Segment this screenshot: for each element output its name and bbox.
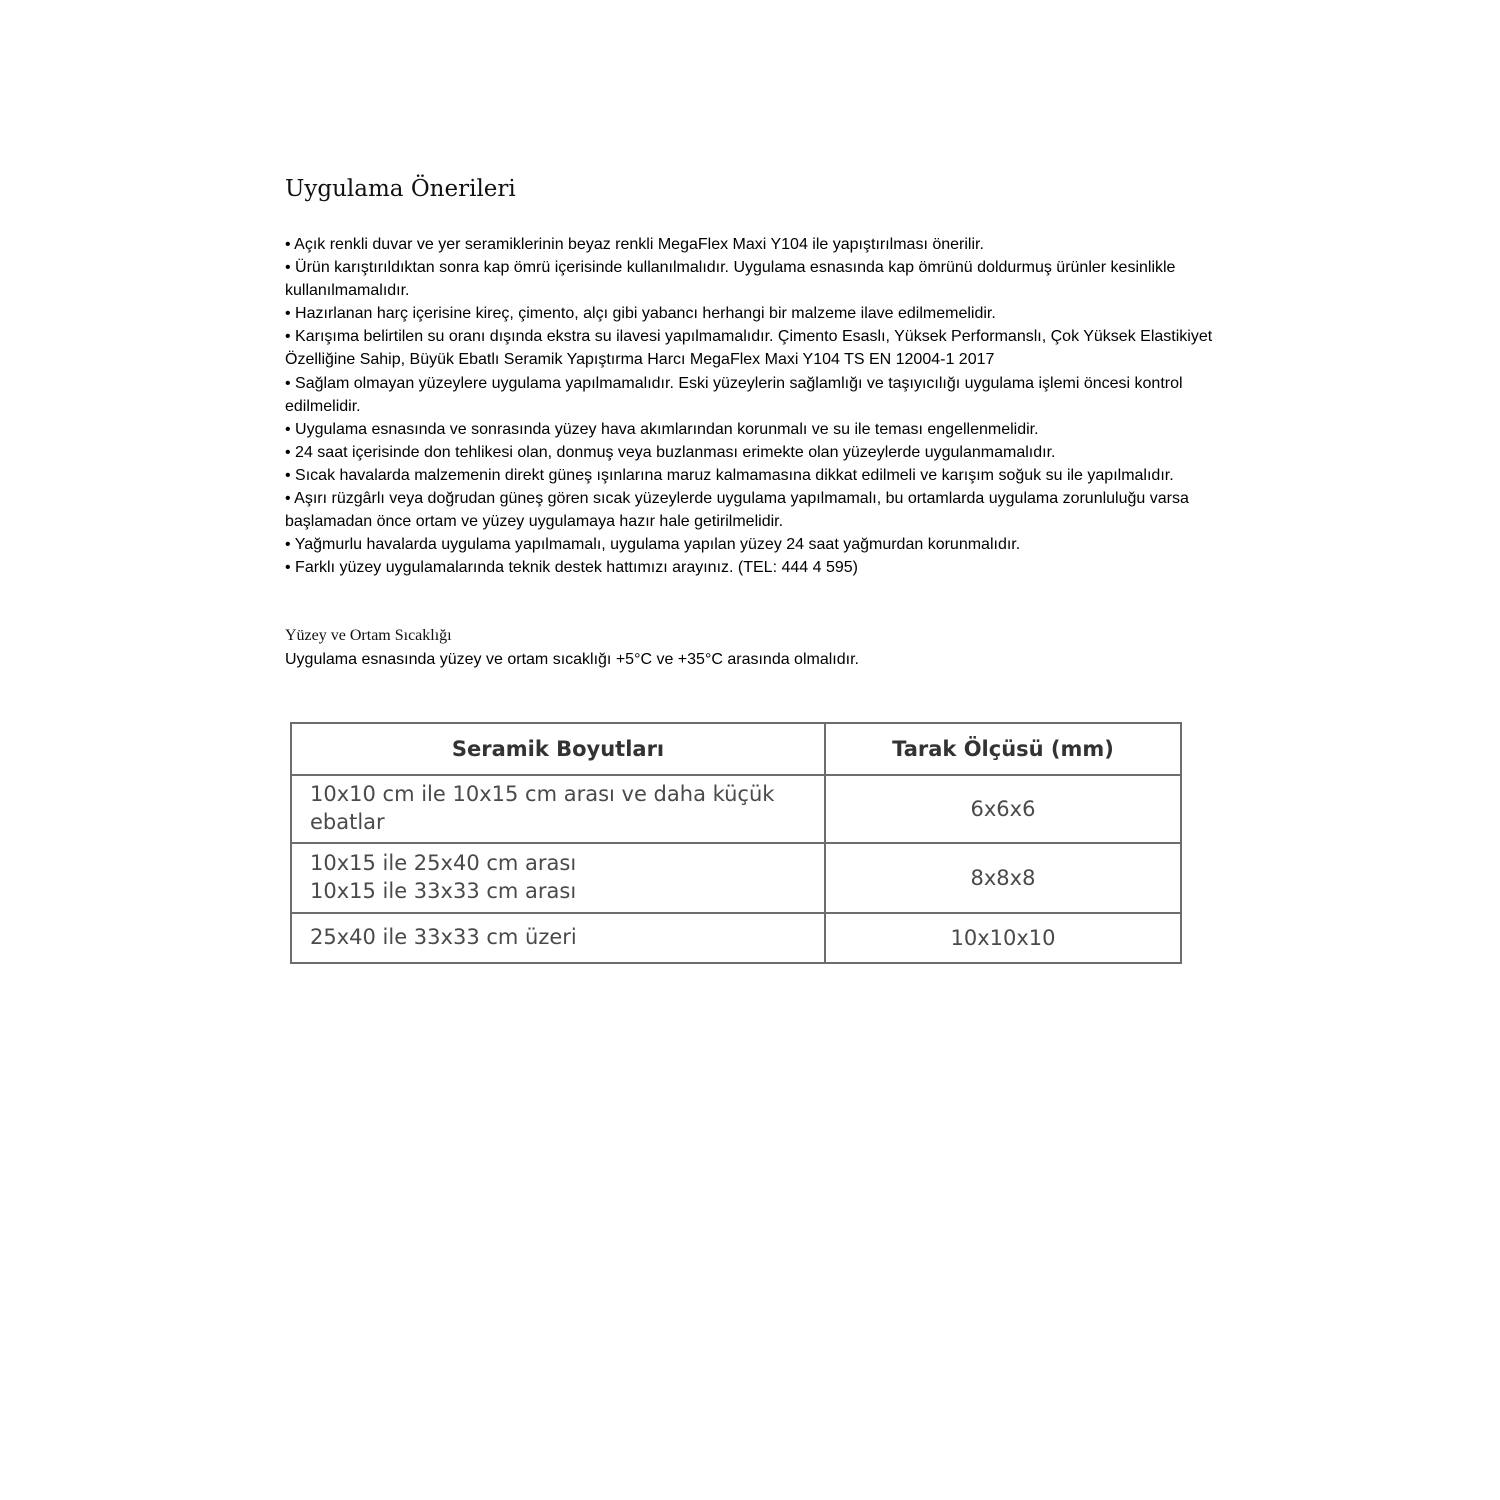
table-header-row <box>291 723 1181 775</box>
recommendation-item: • Yağmurlu havalarda uygulama yapılmamalı, uygulama yapılan yüzey 24 saat yağmurdan korunmalıdır. <box>285 536 1021 554</box>
table-row <box>291 775 1181 843</box>
trowel-size-cell: 10x10x10 <box>825 913 1181 963</box>
tile-size-line: 25x40 ile 33x33 cm üzeri <box>310 925 577 949</box>
recommendation-item: • Açık renkli duvar ve yer seramiklerinin beyaz renkli MegaFlex Maxi Y104 ile yapıştırılması önerilir. <box>285 236 984 253</box>
header-tile-size: Seramik Boyutları <box>291 723 825 775</box>
trowel-size-cell: 8x8x8 <box>825 843 1181 913</box>
tile-size-cell <box>291 913 825 963</box>
temperature-heading: Yüzey ve Ortam Sıcaklığı <box>285 627 452 644</box>
tile-size-line: ebatlar <box>310 810 385 834</box>
recommendation-list <box>285 233 1215 579</box>
recommendation-item: • Aşırı rüzgârlı veya doğrudan güneş gören sıcak yüzeylerde uygulama yapılmamalı, bu ortamlarda uygulama zorunluluğu varsa başlamadan önce ortam ve yüzey uygulamaya hazır hale getirilmelidir. <box>285 490 1189 531</box>
trowel-size-table <box>290 722 1182 964</box>
table-row <box>291 913 1181 963</box>
table-row <box>291 843 1181 913</box>
header-trowel-size: Tarak Ölçüsü (mm) <box>825 723 1181 775</box>
recommendation-item: • Hazırlanan harç içerisine kireç, çimento, alçı gibi yabancı herhangi bir malzeme ilave edilmemelidir. <box>285 305 996 323</box>
tile-size-cell <box>291 843 825 913</box>
tile-size-line: 10x15 ile 25x40 cm arası <box>310 851 577 875</box>
trowel-size-cell: 6x6x6 <box>825 775 1181 843</box>
tile-size-line: 10x15 ile 33x33 cm arası <box>310 879 577 903</box>
recommendation-item: • Uygulama esnasında ve sonrasında yüzey hava akımlarından korunmalı ve su ile teması engellenmelidir. <box>285 420 1039 438</box>
recommendation-item: • 24 saat içerisinde don tehlikesi olan, donmuş veya buzlanması erimekte olan yüzeylerde uygulanmamalıdır. <box>285 443 1056 461</box>
recommendation-item: • Sıcak havalarda malzemenin direkt güneş ışınlarına maruz kalmamasına dikkat edilmeli ve karışım soğuk su ile yapılmalıdır. <box>285 466 1174 484</box>
temperature-text: Uygulama esnasında yüzey ve ortam sıcaklığı +5°C ve +35°C arasında olmalıdır. <box>285 651 859 668</box>
recommendation-item: • Sağlam olmayan yüzeylere uygulama yapılmamalıdır. Eski yüzeylerin sağlamlığı ve taşıyıcılığı uygulama işlemi öncesi kontrol edilmelidir. <box>285 374 1183 415</box>
recommendation-item: • Karışıma belirtilen su oranı dışında ekstra su ilavesi yapılmamalıdır. Çimento Esaslı, Yüksek Performanslı, Çok Yüksek Elastikiyet Özelliğine Sahip, Büyük Ebatlı Seramik Yapıştırma Harcı MegaFlex Maxi Y104 TS EN 12004-1 2017 <box>285 328 1213 369</box>
tile-size-cell <box>291 775 825 843</box>
recommendation-item: • Farklı yüzey uygulamalarında teknik destek hattımızı arayınız. (TEL: 444 4 595) <box>285 559 858 577</box>
document-title: Uygulama Önerileri <box>285 176 516 202</box>
recommendation-item: • Ürün karıştırıldıktan sonra kap ömrü içerisinde kullanılmalıdır. Uygulama esnasında kap ömrünü doldurmuş ürünler kesinlikle kullanılmamalıdır. <box>285 259 1176 300</box>
tile-size-line: 10x10 cm ile 10x15 cm arası ve daha küçük <box>310 782 775 806</box>
